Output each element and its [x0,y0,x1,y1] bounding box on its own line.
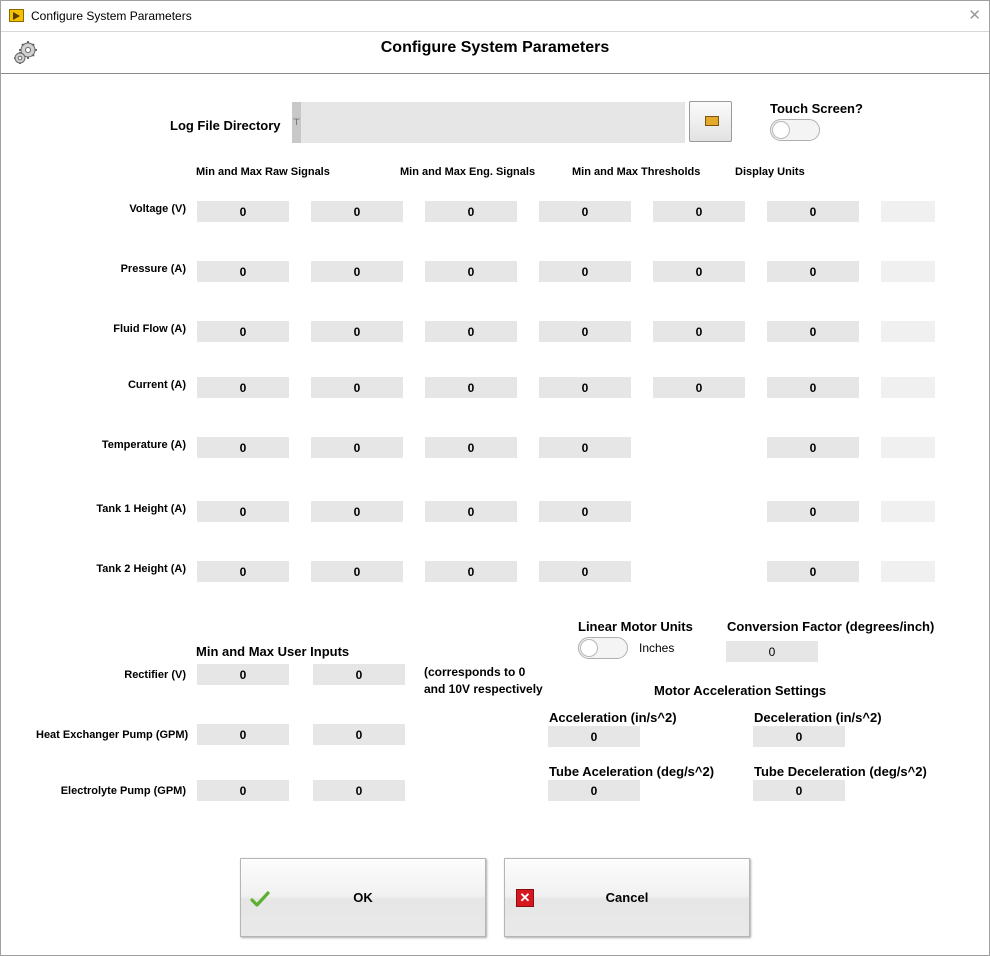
eng-max-field[interactable]: 0 [539,377,631,398]
eng-max-field[interactable]: 0 [539,321,631,342]
eng-min-field[interactable]: 0 [425,437,517,458]
window-title: Configure System Parameters [31,9,192,23]
user-inputs-note-line1: (corresponds to 0 [424,665,526,679]
tube-acceleration-label: Tube Aceleration (deg/s^2) [549,764,715,779]
user-input-min-field[interactable]: 0 [197,724,289,745]
signal-label: Fluid Flow (A) [113,323,186,335]
signal-label: Temperature (A) [101,439,186,451]
eng-min-field[interactable]: 0 [425,201,517,222]
eng-min-field[interactable]: 0 [425,501,517,522]
raw-max-field[interactable]: 0 [311,201,403,222]
threshold-max-field[interactable]: 0 [767,501,859,522]
linear-motor-units-label: Linear Motor Units [578,619,693,634]
display-unit-field[interactable] [881,501,935,522]
eng-min-field[interactable]: 0 [425,261,517,282]
cancel-button[interactable] [504,858,750,937]
acceleration-field[interactable]: 0 [548,726,640,747]
tube-deceleration-label: Tube Deceleration (deg/s^2) [754,764,927,779]
touch-screen-label: Touch Screen? [770,101,863,116]
eng-max-field[interactable]: 0 [539,261,631,282]
display-unit-field[interactable] [881,377,935,398]
raw-min-field[interactable]: 0 [197,321,289,342]
eng-max-field[interactable]: 0 [539,201,631,222]
user-input-max-field[interactable]: 0 [313,724,405,745]
deceleration-field[interactable]: 0 [753,726,845,747]
user-input-max-field[interactable]: 0 [313,780,405,801]
touch-screen-toggle[interactable] [770,119,820,141]
signal-label: Tank 2 Height (A) [96,563,186,575]
user-inputs-heading: Min and Max User Inputs [196,644,350,659]
path-browse-handle-icon: ⊤ [292,102,301,143]
display-unit-field[interactable] [881,261,935,282]
display-unit-field[interactable] [881,561,935,582]
log-file-directory-label: Log File Directory [170,118,281,133]
display-unit-field[interactable] [881,321,935,342]
acceleration-label: Acceleration (in/s^2) [549,710,677,725]
linear-motor-units-toggle[interactable] [578,637,628,659]
threshold-max-field[interactable]: 0 [767,561,859,582]
threshold-max-field[interactable]: 0 [767,321,859,342]
toggle-knob [772,121,790,139]
ok-button-label: OK [353,890,373,905]
display-unit-field[interactable] [881,437,935,458]
raw-min-field[interactable]: 0 [197,261,289,282]
threshold-max-field[interactable]: 0 [767,437,859,458]
signal-label: Current (A) [127,379,186,391]
conversion-factor-label: Conversion Factor (degrees/inch) [727,619,935,634]
threshold-min-field[interactable]: 0 [653,321,745,342]
raw-max-field[interactable]: 0 [311,377,403,398]
threshold-max-field[interactable]: 0 [767,261,859,282]
eng-min-field[interactable]: 0 [425,377,517,398]
raw-max-field[interactable]: 0 [311,501,403,522]
user-input-min-field[interactable]: 0 [197,780,289,801]
user-input-label: Heat Exchanger Pump (GPM) [36,729,189,741]
cancel-button-label: Cancel [605,890,649,905]
labview-app-icon [9,9,24,22]
motor-acceleration-heading: Motor Acceleration Settings [654,683,827,698]
raw-min-field[interactable]: 0 [197,437,289,458]
linear-motor-units-value: Inches [639,641,675,655]
threshold-max-field[interactable]: 0 [767,377,859,398]
raw-min-field[interactable]: 0 [197,377,289,398]
eng-max-field[interactable]: 0 [539,501,631,522]
eng-max-field[interactable]: 0 [539,561,631,582]
raw-max-field[interactable]: 0 [311,321,403,342]
raw-min-field[interactable]: 0 [197,561,289,582]
toggle-knob [580,639,598,657]
raw-max-field[interactable]: 0 [311,261,403,282]
threshold-max-field[interactable]: 0 [767,201,859,222]
eng-min-field[interactable]: 0 [425,561,517,582]
threshold-min-field[interactable]: 0 [653,201,745,222]
threshold-min-field[interactable]: 0 [653,261,745,282]
signal-label: Voltage (V) [129,203,186,215]
eng-min-field[interactable]: 0 [425,321,517,342]
user-input-max-field[interactable]: 0 [313,664,405,685]
folder-open-icon [705,116,719,126]
header-bar [1,32,989,74]
tube-acceleration-field[interactable]: 0 [548,780,640,801]
threshold-min-field[interactable]: 0 [653,377,745,398]
ok-button[interactable] [240,858,486,937]
display-unit-field[interactable] [881,201,935,222]
close-icon[interactable]: ✕ [968,7,981,24]
log-file-path-field[interactable] [292,102,685,143]
signal-label: Pressure (A) [120,263,186,275]
user-input-label: Electrolyte Pump (GPM) [60,785,186,797]
signal-label: Tank 1 Height (A) [96,503,186,515]
col-header-raw: Min and Max Raw Signals [196,166,330,178]
cancel-x-icon: ✕ [516,889,534,907]
title-bar [1,1,989,32]
col-header-thresholds: Min and Max Thresholds [572,166,701,178]
col-header-eng: Min and Max Eng. Signals [400,166,536,178]
raw-max-field[interactable]: 0 [311,437,403,458]
user-input-label: Rectifier (V) [124,669,186,681]
tube-deceleration-field[interactable]: 0 [753,780,845,801]
page-title: Configure System Parameters [380,39,610,56]
eng-max-field[interactable]: 0 [539,437,631,458]
raw-min-field[interactable]: 0 [197,501,289,522]
col-header-units: Display Units [735,166,805,178]
raw-max-field[interactable]: 0 [311,561,403,582]
raw-min-field[interactable]: 0 [197,201,289,222]
conversion-factor-field[interactable]: 0 [726,641,818,662]
user-input-min-field[interactable]: 0 [197,664,289,685]
deceleration-label: Deceleration (in/s^2) [754,710,882,725]
browse-folder-button[interactable] [689,101,732,142]
user-inputs-note-line2: and 10V respectively [424,682,543,696]
